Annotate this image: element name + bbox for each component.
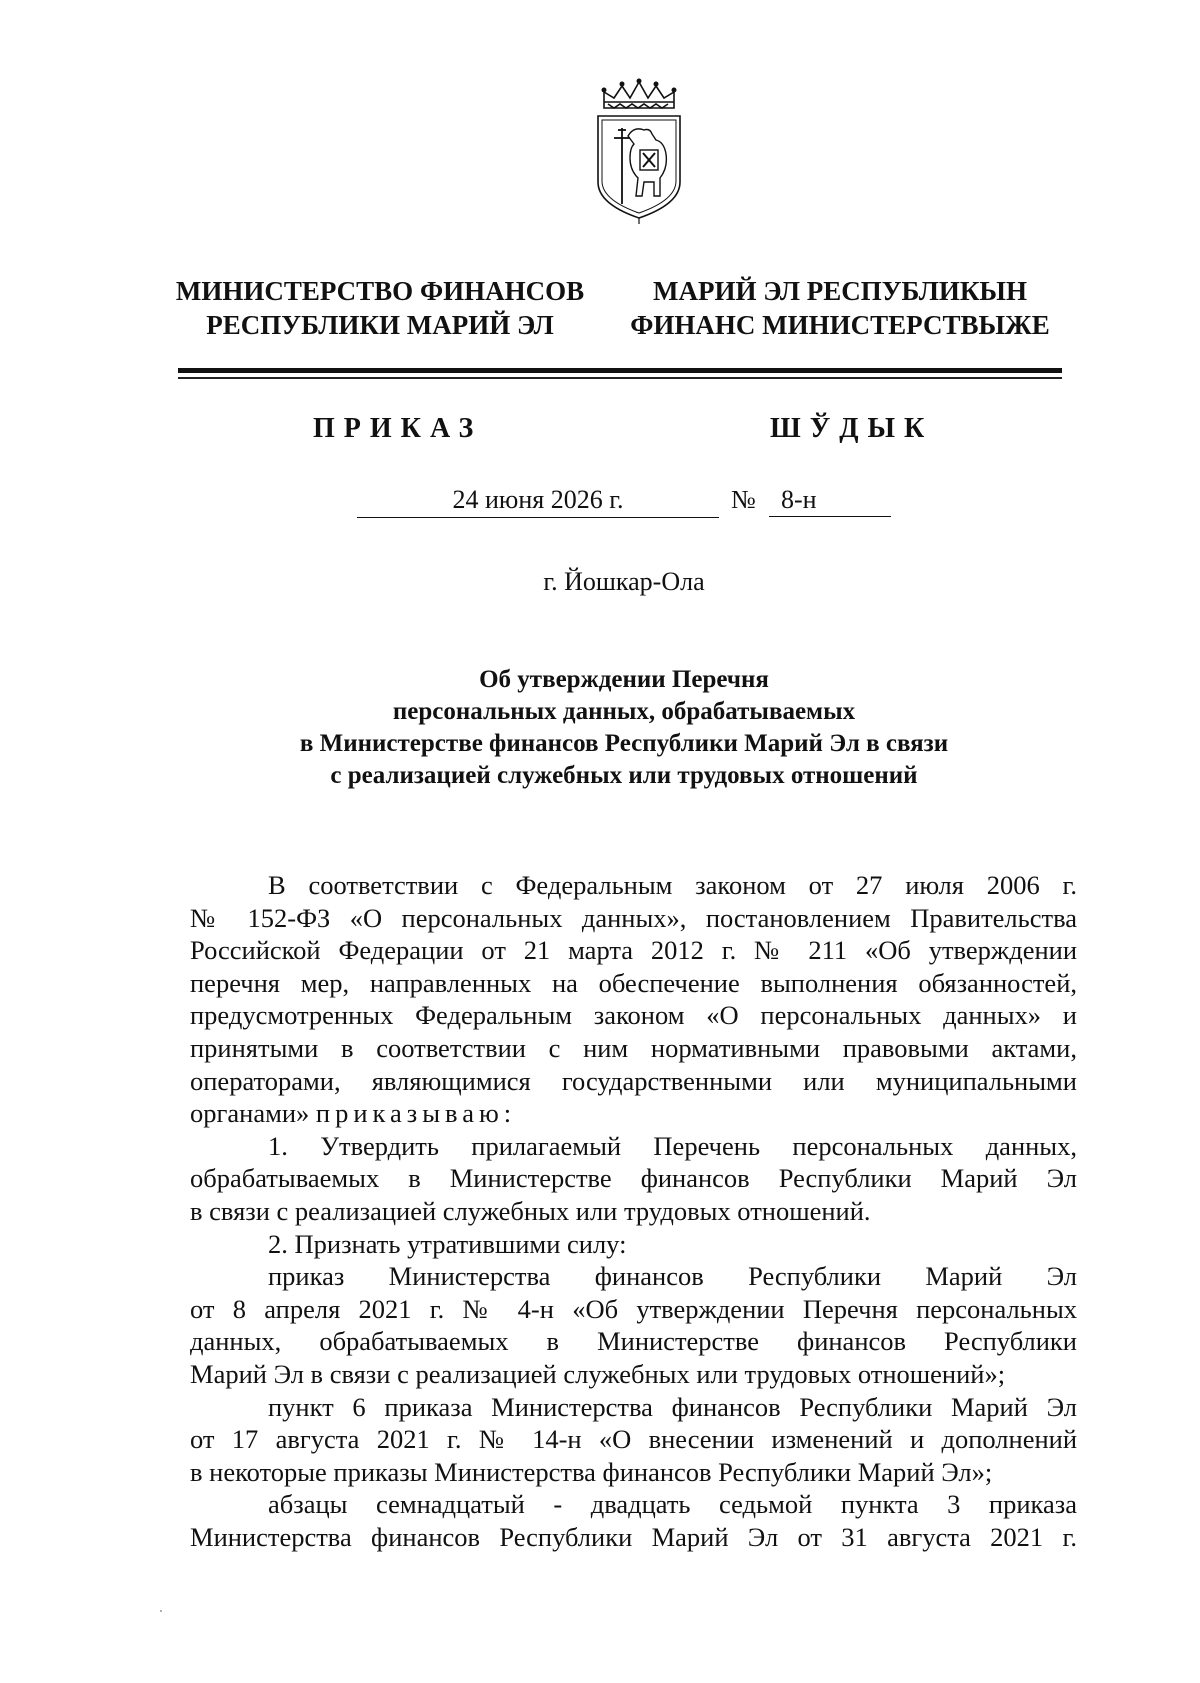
body-line: Министерства финансов Республики Марий Эл от 31 августа 2021 г. — [190, 1521, 1077, 1552]
body-line: Российской Федерации от 21 марта 2012 г. № 211 «Об утверждении — [190, 935, 1077, 966]
body-line: 2. Признать утратившими силу: — [268, 1228, 627, 1259]
body-line: № 152-ФЗ «О персональных данных», постановлением Правительства — [190, 902, 1077, 933]
body-line: от 17 августа 2021 г. № 14-н «О внесении изменений и дополнений — [190, 1424, 1077, 1455]
coat-of-arms-icon — [594, 78, 684, 228]
body-line: от 8 апреля 2021 г. № 4-н «Об утверждении Перечня персональных — [190, 1293, 1077, 1324]
doc-title: Об утверждении Перечня персональных данных, обрабатываемых в Министерстве финансов Республики Марий Эл в связи с реализацией служебных или трудовых отношений — [299, 666, 949, 789]
body-line: обрабатываемых в Министерстве финансов Республики Марий Эл — [190, 1163, 1077, 1194]
header-divider-thick — [178, 368, 1062, 373]
body-line: 1. Утвердить прилагаемый Перечень персональных данных, — [268, 1130, 1077, 1161]
body-line: в некоторые приказы Министерства финансов Республики Марий Эл»; — [190, 1456, 993, 1487]
body-line: операторами, являющимися государственными или муниципальными — [190, 1065, 1077, 1096]
body-line — [190, 1097, 1077, 1130]
doc-date: 24 июня 2026 г. — [357, 483, 719, 518]
body-line: перечня мер, направленных на обеспечение выполнения обязанностей, — [190, 967, 1077, 998]
body-line: в связи с реализацией служебных или трудовых отношений. — [190, 1195, 871, 1226]
body-text-span: органами» — [190, 1098, 310, 1129]
doc-body — [190, 869, 1077, 1553]
body-line: пункт 6 приказа Министерства финансов Республики Марий Эл — [268, 1391, 1077, 1422]
decree-word: приказываю: — [315, 1098, 517, 1129]
scan-speck — [160, 1610, 162, 1612]
ministry-name-russian: МИНИСТЕРСТВО ФИНАНСОВ РЕСПУБЛИКИ МАРИЙ ЭЛ — [175, 276, 585, 340]
ministry-name-mari: МАРИЙ ЭЛ РЕСПУБЛИКЫН ФИНАНС МИНИСТЕРСТВЫЖЕ — [630, 276, 1050, 340]
doc-number: 8-н — [769, 483, 891, 517]
body-line: предусмотренных Федеральным законом «О персональных данных» и — [190, 1000, 1077, 1031]
doc-city: г. Йошкар-Ола — [543, 567, 705, 596]
doc-type-russian: ПРИКАЗ — [313, 413, 483, 444]
body-line: абзацы семнадцатый - двадцать седьмой пункта 3 приказа — [268, 1489, 1077, 1520]
body-line: Марий Эл в связи с реализацией служебных или трудовых отношений»; — [190, 1358, 1006, 1389]
doc-type-mari: ШЎДЫК — [770, 413, 934, 444]
doc-number-label: № — [731, 485, 756, 514]
body-line: данных, обрабатываемых в Министерстве финансов Республики — [190, 1326, 1077, 1357]
header-divider-thin — [178, 377, 1062, 379]
body-line: приказ Министерства финансов Республики Марий Эл — [268, 1261, 1077, 1292]
body-line: В соответствии с Федеральным законом от 27 июля 2006 г. — [268, 870, 1077, 900]
body-line: принятыми в соответствии с ним нормативными правовыми актами, — [190, 1032, 1077, 1063]
